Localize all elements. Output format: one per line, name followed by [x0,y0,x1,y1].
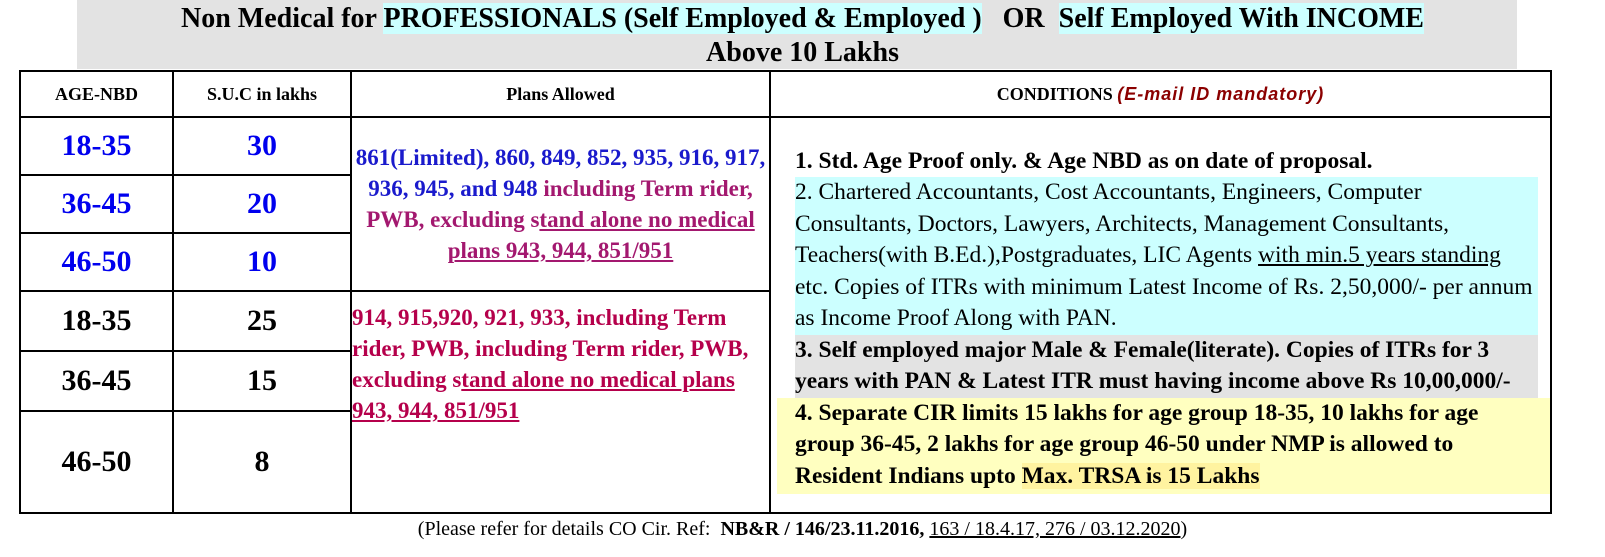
header-conditions-label: CONDITIONS [996,83,1113,104]
title-line-2: Above 10 Lakhs [706,37,899,68]
condition-2 [795,177,1538,335]
condition-2-text: 2. Chartered Accountants, Cost Accountants, Engineers, Computer Consultants, Doctors, Lawyers, Architects, Management Consultants, Teachers(with B.Ed.),Postgraduates, LIC Agents [795,179,1449,269]
footer-prefix: (Please refer for details CO Cir. Ref: [417,518,721,540]
condition-4 [777,398,1550,495]
condition-2-income: etc. Copies of ITRs with minimum Latest Income of Rs. 2,50,000/- per annum as Income Proof Along with PAN. [795,273,1533,332]
footer-ref-2: 163 / 18.4.17, 276 / 03.12.2020 [929,518,1181,540]
condition-4-text: 4. Separate CIR limits 15 lakhs for age group 18-35, 10 lakhs for age group 36-45, 2 lakhs for age group 46-50 under NMP is allowed to Resident Indians upto [795,399,1479,489]
footer-reference [0,516,1605,542]
condition-3: 3. Self employed major Male & Female(literate). Copies of ITRs for 3 years with PAN & Latest ITR must having income above Rs 10,00,000/- [795,335,1538,398]
footer-suffix: ) [1180,518,1188,540]
header-age: AGE-NBD [20,71,173,117]
header-suc: S.U.C in lakhs [173,71,351,117]
plans-group-1 [351,117,770,291]
page-title [0,3,1605,35]
header-plans: Plans Allowed [351,71,770,117]
suc-cell: 15 [173,351,351,411]
age-cell: 46-50 [20,411,173,513]
condition-1: 1. Std. Age Proof only. & Age NBD as on date of proposal. [795,147,1373,174]
plans-group-1-list: 861(Limited), 860, 849, 852, 935, 916, 917, 936, 945, and 948 [355,145,766,201]
title-part-3: OR [981,3,1059,34]
title-part-4: Self Employed With INCOME [1058,3,1424,34]
age-cell: 18-35 [20,117,173,175]
suc-cell: 8 [173,411,351,513]
suc-cell: 20 [173,175,351,233]
suc-cell: 10 [173,233,351,291]
footer-ref-1: NB&R / 146/23.11.2016, [720,518,930,540]
age-cell: 36-45 [20,175,173,233]
plans-group-2-list: 914, 915,920, 921, 933, including Term rider, PWB, including Term rider, PWB, excluding s [352,305,749,392]
table-header-row [20,71,1551,117]
header-conditions-note: (E-mail ID mandatory) [1117,83,1325,104]
condition-4-trsa: Max. TRSA is 15 Lakhs [1021,462,1260,489]
age-cell: 36-45 [20,351,173,411]
suc-cell: 30 [173,117,351,175]
condition-2-standing: with min.5 years standing [1258,242,1501,269]
eligibility-table [19,70,1552,514]
suc-cell: 25 [173,291,351,351]
plans-group-1-riders: including Term rider, PWB, excluding s [366,176,753,232]
age-cell: 46-50 [20,233,173,291]
plans-group-1-exclusions: tand alone no medical plans 943, 944, 851/951 [447,207,755,263]
table-row [20,117,1551,175]
page-subtitle [0,37,1605,69]
conditions-cell [770,117,1551,513]
plans-group-2 [351,291,770,513]
title-part-2: PROFESSIONALS (Self Employed & Employed ) [383,3,982,34]
age-cell: 18-35 [20,291,173,351]
plans-group-2-exclusions: tand alone no medical plans 943, 944, 851/951 [352,367,735,423]
header-conditions [770,71,1551,117]
title-part-1: Non Medical for [181,3,384,34]
